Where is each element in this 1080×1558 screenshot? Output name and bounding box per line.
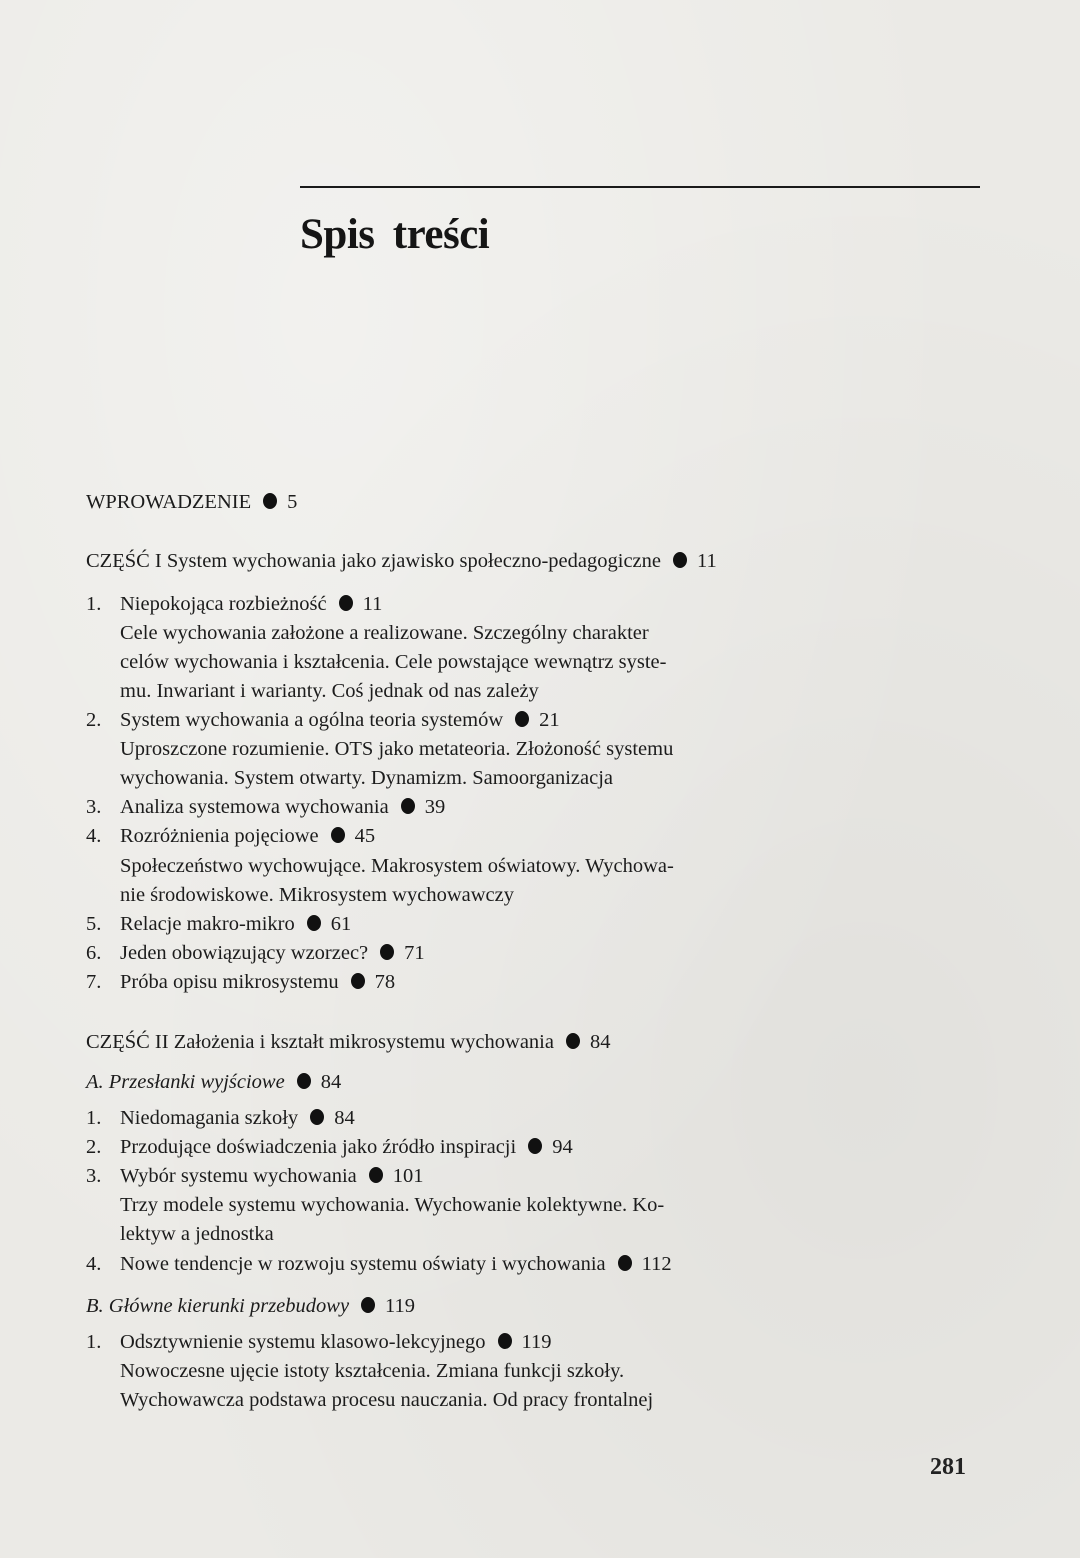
chapter-description-line: wychowania. System otwarty. Dynamizm. Samoorganizacja (120, 767, 614, 789)
chapter-number: 3. (86, 1165, 102, 1187)
chapter-description-line: Trzy modele systemu wychowania. Wychowanie kolektywne. Ko- (120, 1194, 665, 1216)
chapter-number: 2. (86, 709, 102, 731)
toc-chapter[interactable] (86, 968, 395, 996)
page-number: 281 (930, 1454, 966, 1480)
chapter-description-line: Cele wychowania założone a realizowane. Szczególny charakter (120, 622, 649, 644)
bullet-icon (310, 1109, 324, 1125)
chapter-number: 2. (86, 1136, 102, 1158)
toc-chapter[interactable] (86, 793, 445, 821)
bullet-icon (351, 973, 365, 989)
chapter-number: 3. (86, 796, 102, 818)
chapter-page: 84 (334, 1107, 355, 1129)
bullet-icon (331, 827, 345, 843)
toc-chapter[interactable] (86, 1328, 552, 1356)
page-title: Spis treści (300, 211, 490, 258)
bullet-icon (297, 1073, 311, 1089)
chapter-description-line: Wychowawcza podstawa procesu nauczania. Od pracy frontalnej (120, 1389, 654, 1411)
chapter-title: Jeden obowiązujący wzorzec? (120, 942, 369, 964)
chapter-page: 61 (330, 913, 352, 935)
part-page: 11 (697, 550, 717, 572)
chapter-number: 1. (86, 1107, 102, 1129)
toc-entry-intro[interactable] (86, 488, 297, 516)
bullet-icon (307, 915, 321, 931)
bullet-icon (528, 1138, 542, 1154)
chapter-number: 5. (86, 913, 102, 935)
toc-section-b[interactable] (86, 1292, 415, 1320)
chapter-page: 71 (404, 942, 425, 964)
chapter-title: Wybór systemu wychowania (120, 1165, 357, 1187)
chapter-page: 11 (362, 593, 383, 615)
toc-part-2[interactable] (86, 1028, 610, 1056)
chapter-page: 21 (539, 709, 560, 731)
chapter-page: 119 (521, 1331, 552, 1353)
chapter-description-line: lektyw a jednostka (120, 1223, 274, 1245)
toc-part-1[interactable] (86, 547, 717, 575)
chapter-title: Niedomagania szkoły (120, 1107, 299, 1129)
part-label: CZĘŚĆ II Założenia i kształt mikrosystemu wychowania (86, 1031, 554, 1053)
chapter-number: 1. (86, 1331, 102, 1353)
bullet-icon (498, 1333, 512, 1349)
chapter-title: Relacje makro-mikro (120, 913, 295, 935)
bullet-icon (263, 493, 277, 509)
toc-chapter[interactable] (86, 590, 382, 618)
chapter-title: Analiza systemowa wychowania (120, 796, 389, 818)
chapter-description-line: celów wychowania i kształcenia. Cele powstające wewnątrz syste- (120, 651, 667, 673)
chapter-title: System wychowania a ogólna teoria systemów (120, 709, 504, 731)
toc-chapter[interactable] (86, 1133, 573, 1161)
toc-chapter[interactable] (86, 939, 425, 967)
chapter-number: 4. (86, 1253, 102, 1275)
bullet-icon (401, 798, 415, 814)
chapter-description-line: mu. Inwariant i warianty. Coś jednak od nas zależy (120, 680, 539, 702)
section-label: A. Przesłanki wyjściowe (86, 1071, 285, 1093)
toc-chapter[interactable] (86, 706, 560, 734)
title-rule (300, 186, 980, 188)
toc-chapter[interactable] (86, 822, 375, 850)
section-label: B. Główne kierunki przebudowy (86, 1295, 350, 1317)
chapter-title: Niepokojąca rozbieżność (120, 593, 327, 615)
chapter-number: 7. (86, 971, 102, 993)
chapter-page: 39 (424, 796, 446, 818)
toc-chapter[interactable] (86, 1104, 355, 1132)
part-page: 84 (589, 1031, 611, 1053)
chapter-page: 45 (354, 825, 376, 847)
chapter-title: Odsztywnienie systemu klasowo-lekcyjnego (120, 1331, 486, 1353)
bullet-icon (618, 1255, 632, 1271)
chapter-number: 1. (86, 593, 102, 615)
bullet-icon (339, 595, 353, 611)
chapter-title: Rozróżnienia pojęciowe (120, 825, 319, 847)
bullet-icon (673, 552, 687, 568)
chapter-page: 112 (641, 1253, 672, 1275)
entry-page: 5 (287, 491, 298, 513)
chapter-page: 101 (392, 1165, 424, 1187)
entry-label: WPROWADZENIE (86, 491, 252, 513)
bullet-icon (380, 944, 394, 960)
chapter-title: Przodujące doświadczenia jako źródło inspiracji (120, 1136, 517, 1158)
bullet-icon (369, 1167, 383, 1183)
toc-chapter[interactable] (86, 910, 351, 938)
toc-chapter[interactable] (86, 1250, 672, 1278)
toc-chapter[interactable] (86, 1162, 424, 1190)
chapter-description-line: Społeczeństwo wychowujące. Makrosystem oświatowy. Wychowa- (120, 855, 674, 877)
section-page: 84 (320, 1071, 342, 1093)
chapter-title: Próba opisu mikrosystemu (120, 971, 339, 993)
bullet-icon (361, 1297, 375, 1313)
toc-section-a[interactable] (86, 1068, 341, 1096)
chapter-page: 78 (374, 971, 396, 993)
section-page: 119 (385, 1295, 416, 1317)
chapter-page: 94 (552, 1136, 573, 1158)
chapter-description-line: nie środowiskowe. Mikrosystem wychowawczy (120, 884, 514, 906)
bullet-icon (566, 1033, 580, 1049)
part-label: CZĘŚĆ I System wychowania jako zjawisko społeczno-pedagogiczne (86, 550, 661, 572)
bullet-icon (515, 711, 529, 727)
chapter-number: 4. (86, 825, 102, 847)
chapter-number: 6. (86, 942, 102, 964)
chapter-title: Nowe tendencje w rozwoju systemu oświaty i wychowania (120, 1253, 606, 1275)
chapter-description-line: Uproszczone rozumienie. OTS jako metateoria. Złożoność systemu (120, 738, 674, 760)
chapter-description-line: Nowoczesne ujęcie istoty kształcenia. Zmiana funkcji szkoły. (120, 1360, 625, 1382)
